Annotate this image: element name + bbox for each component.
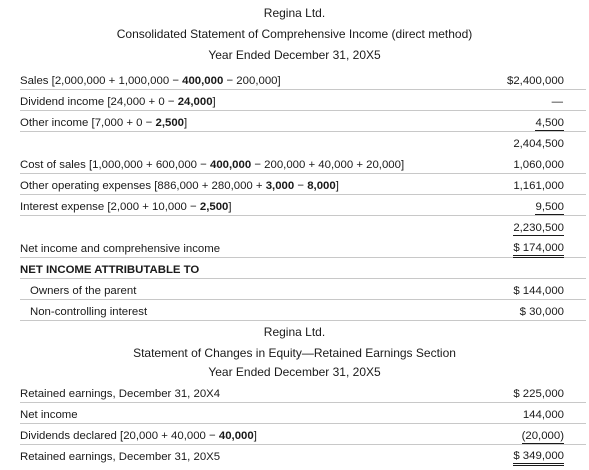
row-non-controlling-interest — [20, 304, 586, 321]
row-owners-of-parent — [20, 283, 586, 300]
row-net-income — [20, 241, 586, 258]
row-retained-earnings-closing — [20, 449, 586, 465]
row-interest-expense — [20, 199, 586, 216]
row-other-income — [20, 115, 586, 132]
row-amount: $ 225,000 — [513, 388, 564, 400]
row-subtotal-expenses — [20, 220, 586, 236]
row-subtotal-revenue — [20, 136, 586, 152]
row-label: Owners of the parent — [30, 285, 137, 297]
row-label: Dividend income [24,000 + 0 − 24,000] — [20, 96, 216, 108]
row-label: Retained earnings, December 31, 20X5 — [20, 451, 221, 463]
row-dividend-income — [20, 94, 586, 111]
row-label: Net income and comprehensive income — [20, 243, 221, 255]
statement-period: Year Ended December 31, 20X5 — [208, 48, 381, 62]
row-attributable-heading — [20, 262, 586, 279]
row-amount: $ 174,000 — [513, 242, 564, 258]
row-amount: 2,404,500 — [513, 138, 564, 150]
statement-period: Year Ended December 31, 20X5 — [208, 365, 381, 379]
row-dividends-declared — [20, 428, 586, 445]
row-label: Dividends declared [20,000 + 40,000 − 40,000] — [20, 430, 257, 442]
row-amount: — — [551, 96, 563, 108]
statement-title: Consolidated Statement of Comprehensive Income (direct method) — [116, 27, 473, 41]
row-label: NET INCOME ATTRIBUTABLE TO — [20, 264, 200, 276]
row-label: Interest expense [2,000 + 10,000 − 2,500] — [20, 201, 232, 213]
row-amount: (20,000) — [521, 430, 564, 442]
row-amount: $ 349,000 — [513, 450, 564, 466]
row-amount: 2,230,500 — [513, 222, 564, 234]
row-amount: 1,060,000 — [513, 159, 564, 171]
row-label: Net income — [20, 409, 78, 421]
row-net-income-re — [20, 407, 586, 424]
row-cost-of-sales — [20, 157, 586, 174]
row-amount: 9,500 — [535, 201, 564, 213]
row-label: Sales [2,000,000 + 1,000,000 − 400,000 − 200,000] — [20, 75, 281, 87]
company-name: Regina Ltd. — [263, 325, 326, 339]
row-label: Retained earnings, December 31, 20X4 — [20, 388, 221, 400]
row-label: Other operating expenses [886,000 + 280,000 + 3,000 − 8,000] — [20, 180, 339, 192]
row-label: Other income [7,000 + 0 − 2,500] — [20, 117, 188, 129]
company-name: Regina Ltd. — [263, 6, 326, 20]
row-amount: 144,000 — [522, 409, 564, 421]
statement-title: Statement of Changes in Equity—Retained Earnings Section — [133, 346, 456, 360]
row-amount: $ 144,000 — [513, 285, 564, 297]
row-other-operating-expenses — [20, 178, 586, 195]
row-amount: $ 30,000 — [519, 306, 564, 318]
row-retained-earnings-opening — [20, 386, 586, 403]
row-amount: 4,500 — [535, 117, 564, 129]
row-sales — [20, 73, 586, 90]
row-label: Non-controlling interest — [30, 306, 148, 318]
row-label: Cost of sales [1,000,000 + 600,000 − 400,000 − 200,000 + 40,000 + 20,000] — [20, 159, 405, 171]
row-amount: 1,161,000 — [513, 180, 564, 192]
row-amount: $2,400,000 — [506, 75, 564, 87]
